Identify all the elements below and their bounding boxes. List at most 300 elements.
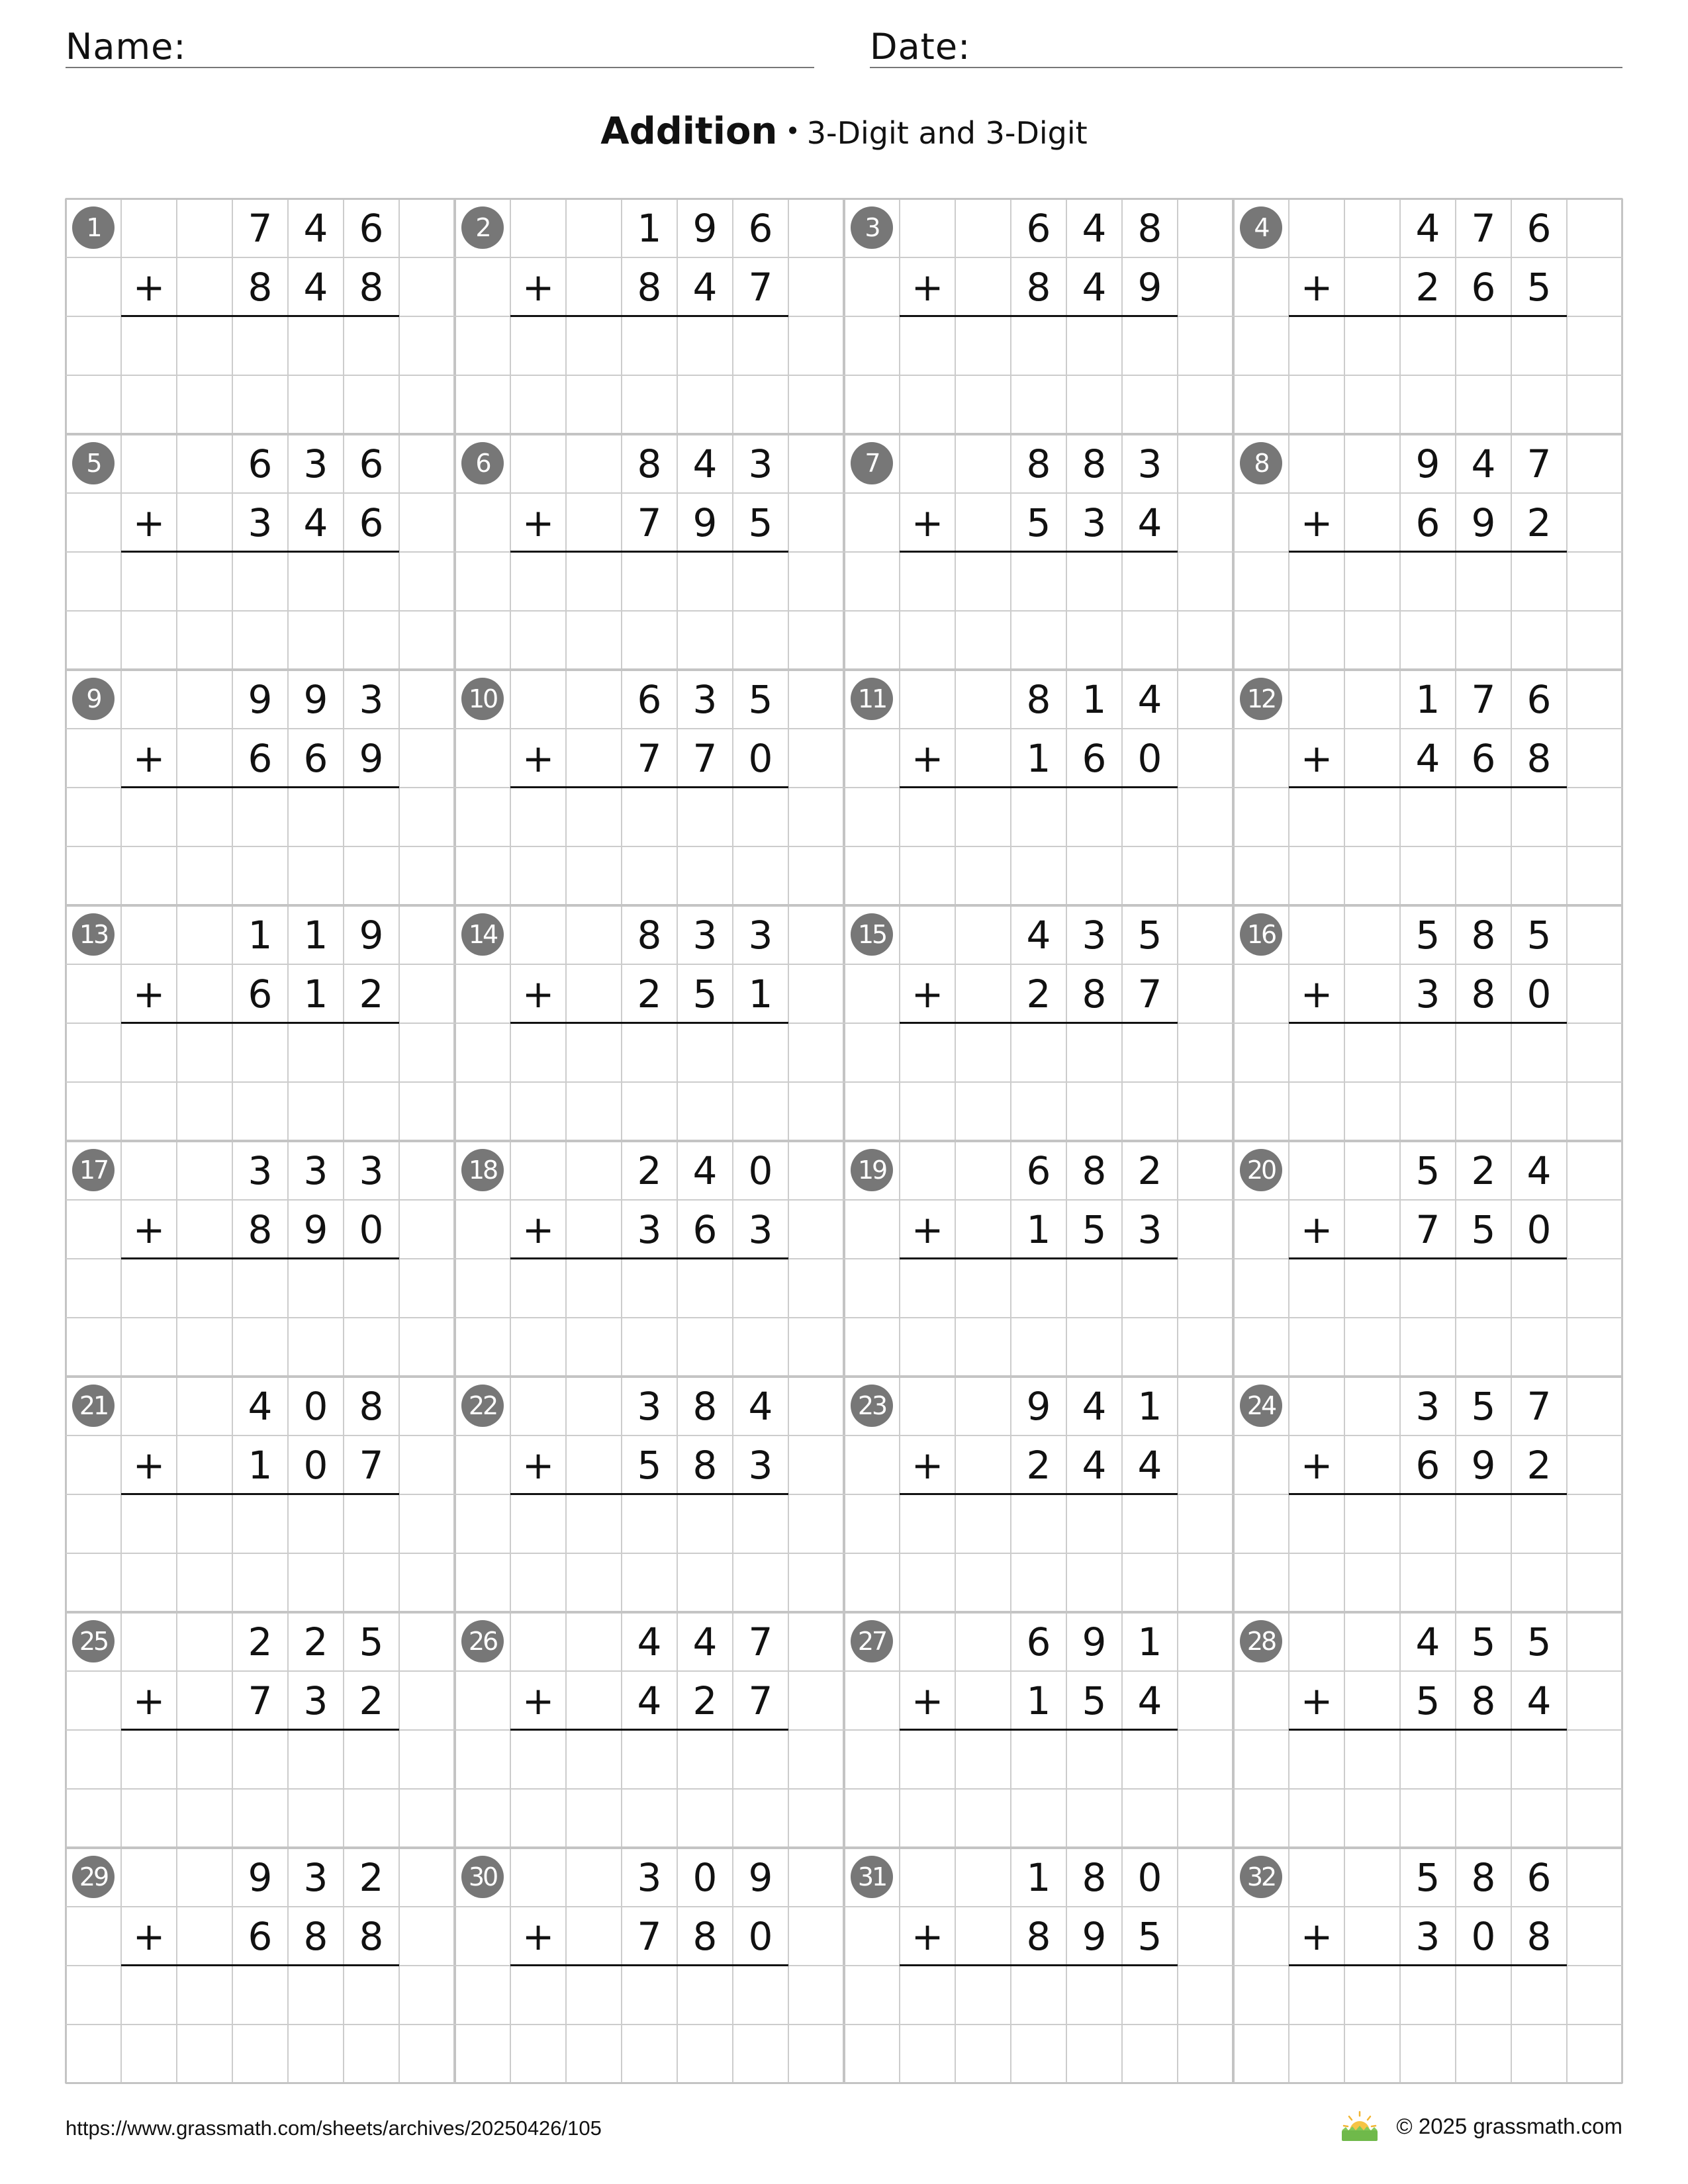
- problem-number-badge: 16: [1240, 913, 1282, 956]
- top-digit: 5: [1471, 1383, 1496, 1429]
- answer-digit-cell[interactable]: [1511, 316, 1567, 375]
- top-digit: 8: [1471, 1854, 1496, 1900]
- answer-digit-cell[interactable]: [1122, 1259, 1178, 1318]
- bottom-digit: 5: [1415, 1678, 1440, 1723]
- answer-digit-cell[interactable]: [121, 316, 177, 375]
- bottom-digit: 1: [1026, 1678, 1051, 1723]
- answer-digit-cell[interactable]: [1289, 552, 1344, 611]
- answer-digit-cell[interactable]: [733, 1730, 788, 1789]
- answer-digit-cell[interactable]: [1511, 788, 1567, 846]
- answer-digit-cell[interactable]: [344, 316, 399, 375]
- answer-digit-cell[interactable]: [232, 1966, 288, 2025]
- answer-digit-cell[interactable]: [955, 1023, 1011, 1082]
- plus-sign: +: [1300, 1678, 1333, 1723]
- top-digit: 8: [1137, 205, 1162, 251]
- bottom-digit: 5: [748, 500, 773, 545]
- answer-digit-cell[interactable]: [1066, 1730, 1122, 1789]
- problem-number-badge: 8: [1240, 442, 1282, 484]
- answer-digit-cell[interactable]: [510, 1023, 566, 1082]
- answer-digit-cell[interactable]: [677, 316, 733, 375]
- answer-digit-cell[interactable]: [566, 1023, 622, 1082]
- answer-digit-cell[interactable]: [622, 1730, 677, 1789]
- answer-digit-cell[interactable]: [1344, 1259, 1400, 1318]
- plus-sign: +: [522, 264, 555, 310]
- date-line[interactable]: [870, 67, 1622, 68]
- answer-digit-cell[interactable]: [1122, 552, 1178, 611]
- answer-digit-cell[interactable]: [177, 1730, 232, 1789]
- answer-digit-cell[interactable]: [622, 788, 677, 846]
- answer-digit-cell[interactable]: [1011, 552, 1066, 611]
- answer-digit-cell[interactable]: [288, 1023, 344, 1082]
- problem-number-badge: 32: [1240, 1856, 1282, 1898]
- answer-digit-cell[interactable]: [1400, 1966, 1456, 2025]
- bottom-digit: 2: [359, 971, 384, 1017]
- answer-digit-cell[interactable]: [177, 1259, 232, 1318]
- top-digit: 3: [1137, 441, 1162, 486]
- top-digit: 3: [359, 1148, 384, 1193]
- answer-digit-cell[interactable]: [1456, 1494, 1511, 1553]
- answer-digit-cell[interactable]: [510, 316, 566, 375]
- answer-digit-cell[interactable]: [733, 316, 788, 375]
- problem-number-badge: 28: [1240, 1620, 1282, 1662]
- answer-digit-cell[interactable]: [622, 1259, 677, 1318]
- bottom-digit: 4: [1526, 1678, 1552, 1723]
- answer-digit-cell[interactable]: [510, 1494, 566, 1553]
- plus-sign: +: [1300, 500, 1333, 545]
- answer-digit-cell[interactable]: [344, 552, 399, 611]
- problem-number-badge: 23: [851, 1385, 893, 1427]
- answer-digit-cell[interactable]: [955, 552, 1011, 611]
- answer-digit-cell[interactable]: [344, 1023, 399, 1082]
- top-digit: 4: [748, 1383, 773, 1429]
- bottom-digit: 5: [1137, 1913, 1162, 1959]
- answer-digit-cell[interactable]: [232, 1023, 288, 1082]
- answer-digit-cell[interactable]: [1456, 1259, 1511, 1318]
- footer-url: https://www.grassmath.com/sheets/archives/20250426/105: [66, 2116, 602, 2140]
- top-digit: 3: [303, 441, 328, 486]
- plus-sign: +: [132, 1913, 165, 1959]
- answer-digit-cell[interactable]: [288, 1259, 344, 1318]
- answer-digit-cell[interactable]: [677, 552, 733, 611]
- answer-digit-cell[interactable]: [900, 1494, 955, 1553]
- answer-digit-cell[interactable]: [1289, 788, 1344, 846]
- problem-number-badge: 3: [851, 206, 893, 249]
- answer-digit-cell[interactable]: [288, 1966, 344, 2025]
- answer-digit-cell[interactable]: [1066, 1023, 1122, 1082]
- answer-digit-cell[interactable]: [733, 788, 788, 846]
- bottom-digit: 2: [637, 971, 662, 1017]
- bottom-digit: 7: [748, 1678, 773, 1723]
- answer-digit-cell[interactable]: [510, 552, 566, 611]
- top-digit: 3: [1082, 912, 1107, 958]
- bottom-digit: 0: [359, 1206, 384, 1252]
- plus-sign: +: [522, 971, 555, 1017]
- problem-number-badge: 26: [461, 1620, 504, 1662]
- answer-digit-cell[interactable]: [1289, 1730, 1344, 1789]
- top-digit: 9: [748, 1854, 773, 1900]
- answer-digit-cell[interactable]: [1511, 1730, 1567, 1789]
- problem-grid: [66, 199, 1622, 2088]
- problem-number-badge: 2: [461, 206, 504, 249]
- answer-digit-cell[interactable]: [344, 1259, 399, 1318]
- bottom-digit: 8: [637, 264, 662, 310]
- answer-digit-cell[interactable]: [1456, 316, 1511, 375]
- answer-digit-cell[interactable]: [677, 1259, 733, 1318]
- answer-digit-cell[interactable]: [566, 1259, 622, 1318]
- answer-digit-cell[interactable]: [1066, 316, 1122, 375]
- top-digit: 4: [637, 1619, 662, 1664]
- answer-digit-cell[interactable]: [622, 1966, 677, 2025]
- answer-digit-cell[interactable]: [232, 1494, 288, 1553]
- top-digit: 4: [1082, 1383, 1107, 1429]
- answer-digit-cell[interactable]: [1011, 1494, 1066, 1553]
- bottom-digit: 8: [1026, 1913, 1051, 1959]
- answer-digit-cell[interactable]: [955, 1966, 1011, 2025]
- bottom-digit: 0: [303, 1442, 328, 1488]
- problem-number-badge: 15: [851, 913, 893, 956]
- top-digit: 3: [748, 912, 773, 958]
- answer-digit-cell[interactable]: [900, 552, 955, 611]
- answer-digit-cell[interactable]: [566, 788, 622, 846]
- top-digit: 1: [248, 912, 273, 958]
- plus-sign: +: [1300, 1442, 1333, 1488]
- answer-digit-cell[interactable]: [566, 316, 622, 375]
- answer-digit-cell[interactable]: [1344, 1494, 1400, 1553]
- answer-digit-cell[interactable]: [177, 552, 232, 611]
- answer-digit-cell[interactable]: [566, 1494, 622, 1553]
- bottom-digit: 2: [1526, 500, 1552, 545]
- bottom-digit: 7: [637, 500, 662, 545]
- answer-digit-cell[interactable]: [177, 316, 232, 375]
- bottom-digit: 5: [1526, 264, 1552, 310]
- answer-digit-cell[interactable]: [121, 552, 177, 611]
- problem-number-badge: 24: [1240, 1385, 1282, 1427]
- top-digit: 8: [637, 441, 662, 486]
- answer-digit-cell[interactable]: [121, 1730, 177, 1789]
- bottom-digit: 4: [1137, 500, 1162, 545]
- answer-digit-cell[interactable]: [121, 788, 177, 846]
- bottom-digit: 0: [748, 735, 773, 781]
- answer-digit-cell[interactable]: [1344, 316, 1400, 375]
- answer-digit-cell[interactable]: [1066, 1966, 1122, 2025]
- answer-digit-cell[interactable]: [955, 1494, 1011, 1553]
- top-digit: 5: [359, 1619, 384, 1664]
- top-digit: 6: [748, 205, 773, 251]
- footer-copyright: © 2025 grassmath.com: [1396, 2114, 1622, 2138]
- bottom-digit: 3: [1415, 971, 1440, 1017]
- answer-digit-cell[interactable]: [900, 1730, 955, 1789]
- top-digit: 0: [692, 1854, 718, 1900]
- answer-digit-cell[interactable]: [344, 1730, 399, 1789]
- top-digit: 5: [1471, 1619, 1496, 1664]
- bottom-digit: 2: [1026, 971, 1051, 1017]
- answer-digit-cell[interactable]: [1511, 1023, 1567, 1082]
- answer-digit-cell[interactable]: [1344, 1730, 1400, 1789]
- footer-brand: [1338, 2110, 1622, 2143]
- answer-digit-cell[interactable]: [1011, 1259, 1066, 1318]
- problem-number-badge: 21: [72, 1385, 115, 1427]
- bottom-digit: 2: [1415, 264, 1440, 310]
- bottom-digit: 1: [248, 1442, 273, 1488]
- answer-digit-cell[interactable]: [1066, 552, 1122, 611]
- top-digit: 7: [248, 205, 273, 251]
- answer-digit-cell[interactable]: [1289, 316, 1344, 375]
- answer-digit-cell[interactable]: [1066, 1494, 1122, 1553]
- answer-digit-cell[interactable]: [1344, 552, 1400, 611]
- answer-digit-cell[interactable]: [1066, 788, 1122, 846]
- answer-digit-cell[interactable]: [733, 1494, 788, 1553]
- plus-sign: +: [522, 500, 555, 545]
- answer-digit-cell[interactable]: [510, 788, 566, 846]
- answer-digit-cell[interactable]: [288, 788, 344, 846]
- answer-digit-cell[interactable]: [344, 1494, 399, 1553]
- answer-digit-cell[interactable]: [121, 1966, 177, 2025]
- top-digit: 3: [303, 1148, 328, 1193]
- top-digit: 1: [637, 205, 662, 251]
- problem-number-badge: 22: [461, 1385, 504, 1427]
- bottom-digit: 8: [1026, 264, 1051, 310]
- answer-digit-cell[interactable]: [677, 788, 733, 846]
- bottom-digit: 8: [248, 1206, 273, 1252]
- answer-digit-cell[interactable]: [955, 1730, 1011, 1789]
- answer-digit-cell[interactable]: [566, 1730, 622, 1789]
- bottom-digit: 9: [303, 1206, 328, 1252]
- plus-sign: +: [132, 264, 165, 310]
- top-digit: 6: [637, 676, 662, 722]
- top-digit: 9: [248, 676, 273, 722]
- problem-number-badge: 31: [851, 1856, 893, 1898]
- answer-digit-cell[interactable]: [1400, 1494, 1456, 1553]
- answer-digit-cell[interactable]: [622, 1494, 677, 1553]
- plus-sign: +: [132, 735, 165, 781]
- answer-digit-cell[interactable]: [622, 552, 677, 611]
- answer-digit-cell[interactable]: [1456, 788, 1511, 846]
- answer-digit-cell[interactable]: [121, 1023, 177, 1082]
- answer-digit-cell[interactable]: [622, 1023, 677, 1082]
- answer-digit-cell[interactable]: [1011, 788, 1066, 846]
- bottom-digit: 6: [248, 1913, 273, 1959]
- top-digit: 7: [748, 1619, 773, 1664]
- top-digit: 9: [1082, 1619, 1107, 1664]
- answer-digit-cell[interactable]: [177, 1023, 232, 1082]
- bottom-digit: 8: [692, 1913, 718, 1959]
- top-digit: 3: [303, 1854, 328, 1900]
- plus-sign: +: [911, 1678, 944, 1723]
- top-digit: 3: [692, 676, 718, 722]
- answer-digit-cell[interactable]: [1011, 316, 1066, 375]
- answer-digit-cell[interactable]: [1400, 1023, 1456, 1082]
- worksheet-title: [0, 105, 1688, 167]
- answer-digit-cell[interactable]: [677, 1730, 733, 1789]
- problem-number-badge: 7: [851, 442, 893, 484]
- bottom-digit: 6: [248, 971, 273, 1017]
- answer-digit-cell[interactable]: [232, 788, 288, 846]
- answer-digit-cell[interactable]: [733, 552, 788, 611]
- bottom-digit: 5: [1471, 1206, 1496, 1252]
- answer-digit-cell[interactable]: [1289, 1023, 1344, 1082]
- answer-digit-cell[interactable]: [900, 1259, 955, 1318]
- answer-digit-cell[interactable]: [677, 1023, 733, 1082]
- answer-digit-cell[interactable]: [1122, 1023, 1178, 1082]
- answer-digit-cell[interactable]: [177, 1966, 232, 2025]
- answer-digit-cell[interactable]: [1511, 1494, 1567, 1553]
- answer-digit-cell[interactable]: [232, 1730, 288, 1789]
- bottom-digit: 4: [303, 500, 328, 545]
- answer-digit-cell[interactable]: [1400, 1730, 1456, 1789]
- bottom-digit: 2: [359, 1678, 384, 1723]
- answer-digit-cell[interactable]: [1122, 316, 1178, 375]
- answer-digit-cell[interactable]: [1289, 1259, 1344, 1318]
- top-digit: 6: [359, 441, 384, 486]
- answer-digit-cell[interactable]: [1400, 788, 1456, 846]
- answer-digit-cell[interactable]: [121, 1494, 177, 1553]
- bottom-digit: 8: [359, 264, 384, 310]
- plus-sign: +: [1300, 971, 1333, 1017]
- answer-digit-cell[interactable]: [733, 1023, 788, 1082]
- answer-digit-cell[interactable]: [1122, 788, 1178, 846]
- plus-sign: +: [132, 1442, 165, 1488]
- plus-sign: +: [1300, 1206, 1333, 1252]
- answer-digit-cell[interactable]: [1344, 1966, 1400, 2025]
- bottom-digit: 7: [1137, 971, 1162, 1017]
- answer-digit-cell[interactable]: [232, 552, 288, 611]
- answer-digit-cell[interactable]: [1456, 1966, 1511, 2025]
- top-digit: 6: [1026, 1148, 1051, 1193]
- answer-digit-cell[interactable]: [733, 1259, 788, 1318]
- answer-digit-cell[interactable]: [1011, 1966, 1066, 2025]
- answer-digit-cell[interactable]: [510, 1966, 566, 2025]
- top-digit: 4: [1471, 441, 1496, 486]
- top-digit: 8: [1082, 441, 1107, 486]
- answer-digit-cell[interactable]: [288, 316, 344, 375]
- answer-digit-cell[interactable]: [344, 1966, 399, 2025]
- bottom-digit: 6: [1082, 735, 1107, 781]
- answer-digit-cell[interactable]: [510, 1730, 566, 1789]
- top-digit: 4: [248, 1383, 273, 1429]
- answer-digit-cell[interactable]: [1344, 1023, 1400, 1082]
- answer-digit-cell[interactable]: [344, 788, 399, 846]
- top-digit: 3: [748, 441, 773, 486]
- plus-sign: +: [522, 1442, 555, 1488]
- answer-digit-cell[interactable]: [1511, 552, 1567, 611]
- answer-digit-cell[interactable]: [900, 788, 955, 846]
- title-separator: •: [785, 116, 800, 146]
- answer-digit-cell[interactable]: [1400, 316, 1456, 375]
- top-digit: 7: [1471, 676, 1496, 722]
- top-digit: 3: [1415, 1383, 1440, 1429]
- top-digit: 2: [637, 1148, 662, 1193]
- top-digit: 9: [1026, 1383, 1051, 1429]
- problem-number-badge: 30: [461, 1856, 504, 1898]
- answer-digit-cell[interactable]: [622, 316, 677, 375]
- top-digit: 8: [637, 912, 662, 958]
- answer-digit-cell[interactable]: [955, 1259, 1011, 1318]
- top-digit: 6: [1026, 1619, 1051, 1664]
- answer-digit-cell[interactable]: [288, 1494, 344, 1553]
- plus-sign: +: [1300, 735, 1333, 781]
- bottom-digit: 9: [692, 500, 718, 545]
- problem-number-badge: 11: [851, 678, 893, 720]
- answer-digit-cell[interactable]: [900, 1966, 955, 2025]
- answer-digit-cell[interactable]: [955, 788, 1011, 846]
- bottom-digit: 0: [1526, 1206, 1552, 1252]
- bottom-digit: 6: [1415, 1442, 1440, 1488]
- answer-digit-cell[interactable]: [177, 1494, 232, 1553]
- top-digit: 0: [303, 1383, 328, 1429]
- answer-digit-cell[interactable]: [1122, 1966, 1178, 2025]
- bottom-digit: 8: [359, 1913, 384, 1959]
- answer-digit-cell[interactable]: [510, 1259, 566, 1318]
- answer-digit-cell[interactable]: [1456, 1023, 1511, 1082]
- bottom-digit: 6: [303, 735, 328, 781]
- answer-digit-cell[interactable]: [232, 1259, 288, 1318]
- bottom-digit: 7: [748, 264, 773, 310]
- answer-digit-cell[interactable]: [232, 316, 288, 375]
- answer-digit-cell[interactable]: [1344, 788, 1400, 846]
- answer-digit-cell[interactable]: [955, 316, 1011, 375]
- bottom-digit: 3: [637, 1206, 662, 1252]
- answer-digit-cell[interactable]: [566, 1966, 622, 2025]
- bottom-digit: 1: [748, 971, 773, 1017]
- bottom-digit: 6: [1471, 735, 1496, 781]
- answer-digit-cell[interactable]: [733, 1966, 788, 2025]
- problem-number-badge: 10: [461, 678, 504, 720]
- answer-digit-cell[interactable]: [1289, 1966, 1344, 2025]
- name-line[interactable]: [66, 67, 814, 68]
- bottom-digit: 7: [637, 735, 662, 781]
- top-digit: 5: [1526, 912, 1552, 958]
- top-digit: 2: [1137, 1148, 1162, 1193]
- bottom-digit: 3: [1082, 500, 1107, 545]
- plus-sign: +: [522, 1913, 555, 1959]
- answer-digit-cell[interactable]: [900, 316, 955, 375]
- bottom-digit: 6: [1471, 264, 1496, 310]
- answer-digit-cell[interactable]: [566, 552, 622, 611]
- answer-digit-cell[interactable]: [288, 552, 344, 611]
- bottom-digit: 7: [637, 1913, 662, 1959]
- answer-digit-cell[interactable]: [1400, 1259, 1456, 1318]
- answer-digit-cell[interactable]: [1122, 1494, 1178, 1553]
- answer-digit-cell[interactable]: [1400, 552, 1456, 611]
- top-digit: 5: [748, 676, 773, 722]
- top-digit: 8: [1471, 912, 1496, 958]
- bottom-digit: 3: [248, 500, 273, 545]
- top-digit: 2: [303, 1619, 328, 1664]
- problem-number-badge: 6: [461, 442, 504, 484]
- answer-digit-cell[interactable]: [1289, 1494, 1344, 1553]
- bottom-digit: 4: [692, 264, 718, 310]
- answer-digit-cell[interactable]: [1456, 1730, 1511, 1789]
- bottom-digit: 3: [748, 1442, 773, 1488]
- answer-digit-cell[interactable]: [288, 1730, 344, 1789]
- answer-digit-cell[interactable]: [1066, 1259, 1122, 1318]
- answer-digit-cell[interactable]: [121, 1259, 177, 1318]
- problem-number-badge: 18: [461, 1149, 504, 1191]
- answer-digit-cell[interactable]: [677, 1966, 733, 2025]
- answer-digit-cell[interactable]: [1011, 1730, 1066, 1789]
- answer-digit-cell[interactable]: [177, 788, 232, 846]
- answer-digit-cell[interactable]: [677, 1494, 733, 1553]
- answer-digit-cell[interactable]: [1456, 552, 1511, 611]
- answer-digit-cell[interactable]: [900, 1023, 955, 1082]
- answer-digit-cell[interactable]: [1122, 1730, 1178, 1789]
- bottom-digit: 4: [1415, 735, 1440, 781]
- answer-digit-cell[interactable]: [1511, 1966, 1567, 2025]
- bottom-digit: 3: [1137, 1206, 1162, 1252]
- top-digit: 4: [1026, 912, 1051, 958]
- answer-digit-cell[interactable]: [1511, 1259, 1567, 1318]
- answer-digit-cell[interactable]: [1011, 1023, 1066, 1082]
